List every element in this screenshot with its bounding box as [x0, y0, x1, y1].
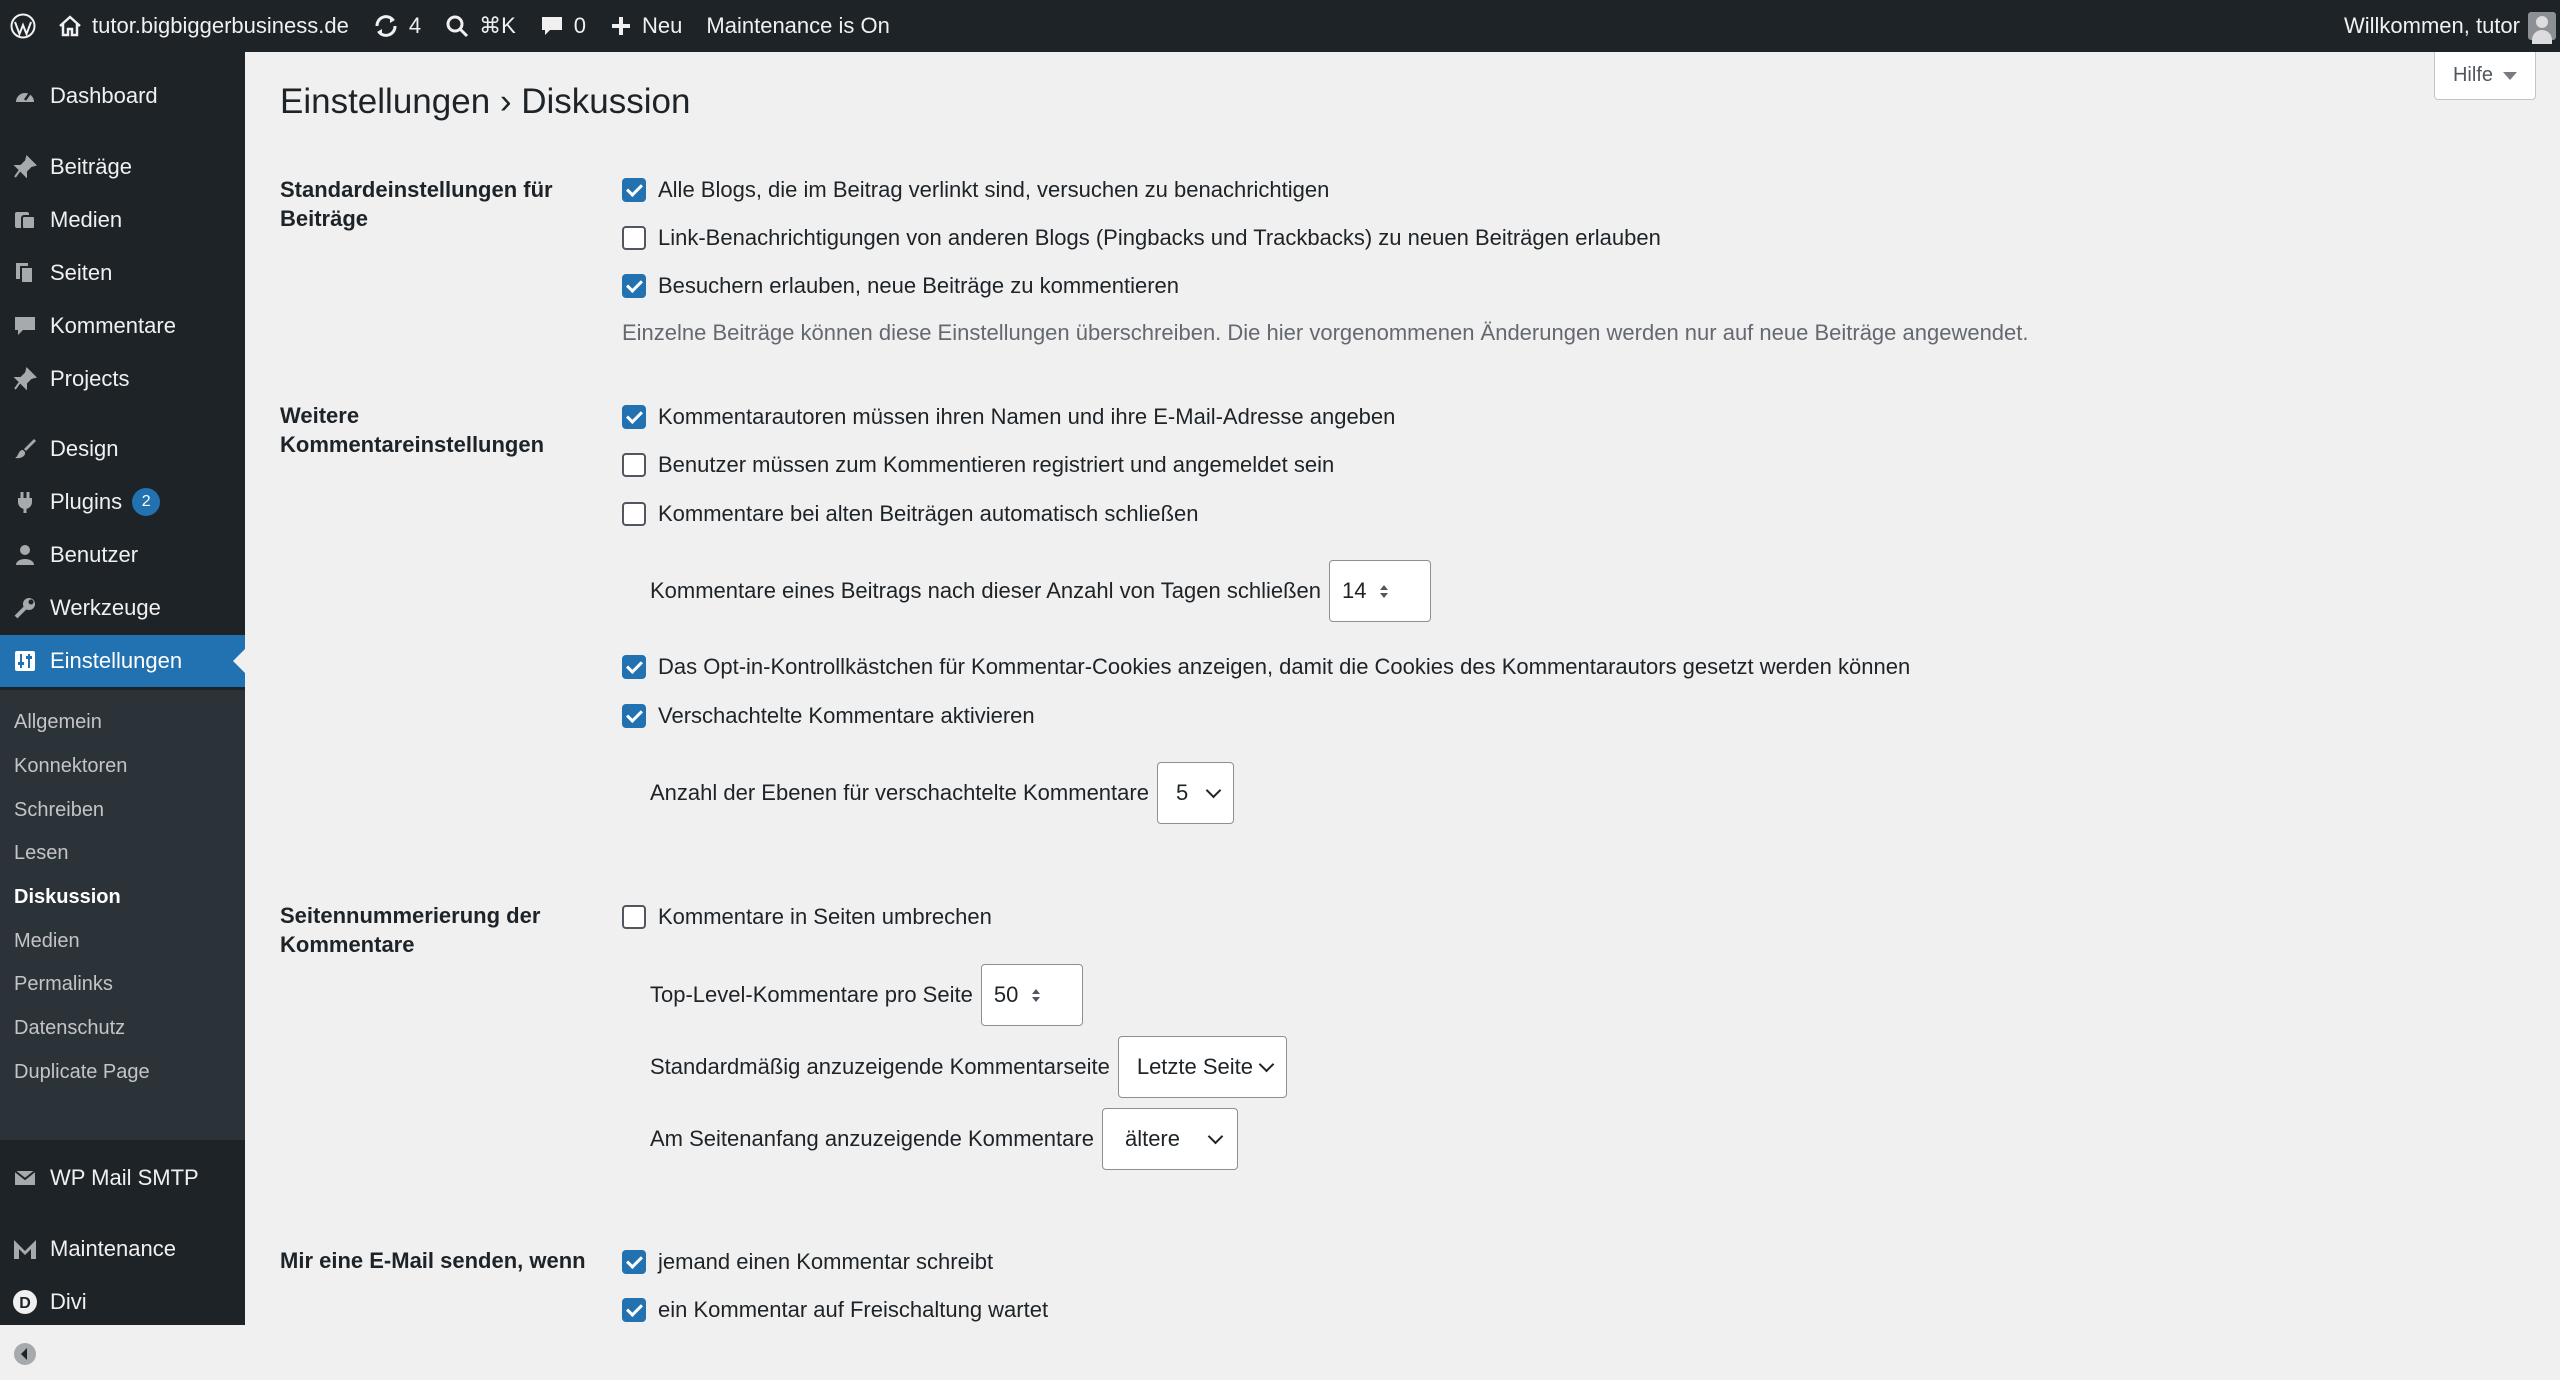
search-shortcut: ⌘K: [479, 13, 516, 38]
sidebar-item-label: Projects: [50, 366, 130, 391]
option-page-comments[interactable]: [622, 902, 992, 932]
search-link[interactable]: [433, 0, 528, 52]
thread-depth-select[interactable]: [1157, 762, 1234, 824]
search-icon: [445, 14, 469, 38]
help-label: Hilfe: [2452, 64, 2493, 86]
settings-submenu: [0, 690, 245, 1140]
checkbox[interactable]: [622, 1250, 646, 1274]
mail-icon: [0, 1166, 50, 1190]
sidebar-item-label: Design: [50, 436, 119, 461]
per-page-input[interactable]: [981, 964, 1083, 1026]
help-tab-button[interactable]: [2434, 52, 2536, 100]
site-name-link[interactable]: [46, 0, 361, 52]
sidebar-item-label: Dashboard: [50, 83, 158, 108]
option-label: Benutzer müssen zum Kommentieren registriert und angemeldet sein: [658, 452, 1335, 477]
collapse-icon: [0, 1342, 50, 1366]
checkbox[interactable]: [622, 178, 646, 202]
default-page-select[interactable]: [1118, 1036, 1287, 1098]
option-label: Alle Blogs, die im Beitrag verlinkt sind, versuchen zu benachrichtigen: [658, 177, 1330, 202]
sidebar-item-medien[interactable]: [0, 194, 245, 246]
option-label: jemand einen Kommentar schreibt: [658, 1249, 994, 1274]
option-allow-pingbacks[interactable]: [622, 223, 1661, 253]
option-notify-linked-blogs[interactable]: [622, 175, 1329, 205]
default-page-field: [650, 1036, 1287, 1098]
checkbox[interactable]: [622, 704, 646, 728]
comment-icon: [540, 14, 564, 38]
submenu-item-diskussion[interactable]: Diskussion: [14, 885, 121, 908]
page-title: Einstellungen › Diskussion: [280, 82, 691, 121]
number-stepper-icon[interactable]: [1380, 585, 1388, 598]
sidebar-item-label: Benutzer: [50, 542, 139, 567]
sidebar-item-divi[interactable]: [0, 1276, 245, 1328]
sidebar-item-label: Kommentare: [50, 313, 176, 338]
order-value: ältere: [1124, 1126, 1180, 1151]
updates-count: 4: [408, 13, 422, 38]
plugin-icon: [0, 490, 50, 514]
sidebar-item-wp-mail-smtp[interactable]: [0, 1152, 245, 1204]
option-threaded-comments[interactable]: [622, 701, 1035, 731]
greeting: Willkommen, tutor: [2343, 13, 2520, 38]
checkbox[interactable]: [622, 453, 646, 477]
sidebar-item-label: WP Mail SMTP: [50, 1165, 199, 1190]
sidebar-item-label: Divi: [50, 1289, 87, 1314]
pin-icon: [0, 155, 50, 179]
sidebar-item-label: Werkzeuge: [50, 595, 161, 620]
sidebar-item-beitraege[interactable]: [0, 141, 245, 193]
option-allow-comments[interactable]: [622, 271, 1179, 301]
avatar: [2528, 12, 2556, 40]
sidebar-item-benutzer[interactable]: [0, 529, 245, 581]
default-page-label: Standardmäßig anzuzeigende Kommentarseite: [650, 1054, 1110, 1079]
option-cookies-opt-in[interactable]: [622, 652, 1910, 682]
new-label: Neu: [642, 13, 683, 38]
per-page-value: 50: [993, 982, 1019, 1007]
option-label: Kommentare in Seiten umbrechen: [658, 904, 992, 929]
refresh-icon: [373, 14, 399, 38]
plus-icon: [610, 15, 632, 37]
close-days-value: 14: [1342, 578, 1367, 603]
option-label: Das Opt-in-Kontrollkästchen für Kommentar-Cookies anzeigen, damit die Cookies des Kommentarautors gesetzt werden können: [658, 654, 1911, 679]
my-account-link[interactable]: [2332, 0, 2560, 52]
sidebar-item-maintenance[interactable]: [0, 1223, 245, 1275]
checkbox[interactable]: [622, 655, 646, 679]
section-description: Einzelne Beiträge können diese Einstellungen überschreiben. Die hier vorgenommenen Änderungen werden nur auf neue Beiträge angewendet.: [622, 320, 2029, 345]
chevron-down-icon: [1208, 1128, 1224, 1144]
new-content-link[interactable]: [598, 0, 694, 52]
pin-icon: [0, 367, 50, 391]
submenu-item-lesen[interactable]: Lesen: [14, 841, 69, 864]
submenu-item-permalinks[interactable]: Permalinks: [14, 972, 113, 995]
user-icon: [0, 543, 50, 567]
option-label: Kommentarautoren müssen ihren Namen und ihre E-Mail-Adresse angeben: [658, 404, 1396, 429]
default-page-value: Letzte Seite: [1136, 1054, 1254, 1079]
chevron-down-icon: [1206, 782, 1222, 798]
sidebar-item-label: Seiten: [50, 260, 113, 285]
sidebar-item-projects[interactable]: [0, 353, 245, 405]
comment-icon: [0, 314, 50, 338]
option-email-on-moderation[interactable]: [622, 1295, 1048, 1325]
comments-link[interactable]: [528, 0, 598, 52]
divi-icon: [0, 1289, 50, 1315]
maintenance-icon: [0, 1237, 50, 1261]
caret-down-icon: [2503, 72, 2517, 80]
option-close-old-comments[interactable]: [622, 499, 1199, 529]
option-label: ein Kommentar auf Freischaltung wartet: [658, 1297, 1049, 1322]
comments-count: 0: [573, 13, 587, 38]
checkbox[interactable]: [622, 1298, 646, 1322]
close-days-field: [650, 560, 1431, 622]
order-field: [650, 1108, 1238, 1170]
number-stepper-icon[interactable]: [1032, 989, 1040, 1002]
wrench-icon: [0, 596, 50, 620]
sidebar-item-label: Beiträge: [50, 154, 132, 179]
chevron-down-icon: [1259, 1056, 1275, 1072]
brush-icon: [0, 437, 50, 461]
wordpress-logo-icon[interactable]: [0, 0, 46, 52]
checkbox[interactable]: [622, 226, 646, 250]
thread-depth-field: [650, 762, 1234, 824]
maintenance-status-link[interactable]: [694, 0, 901, 52]
sidebar-item-kommentare[interactable]: [0, 300, 245, 352]
thread-depth-label: Anzahl der Ebenen für verschachtelte Kommentare: [650, 780, 1149, 805]
plugins-update-badge: 2: [132, 488, 160, 516]
checkbox[interactable]: [622, 502, 646, 526]
order-label: Am Seitenanfang anzuzeigende Kommentare: [650, 1126, 1094, 1151]
updates-link[interactable]: [361, 0, 433, 52]
sidebar-item-label: Plugins: [50, 489, 123, 514]
settings-icon: [0, 649, 50, 673]
checkbox[interactable]: [622, 274, 646, 298]
checkbox[interactable]: [622, 405, 646, 429]
submenu-item-konnektoren[interactable]: Konnektoren: [14, 754, 128, 777]
option-label: Kommentare bei alten Beiträgen automatisch schließen: [658, 501, 1199, 526]
sidebar-item-plugins[interactable]: [0, 476, 245, 528]
sidebar-item-einstellungen[interactable]: [0, 635, 245, 687]
sidebar-item-label: Maintenance: [50, 1236, 176, 1261]
section-label-pagination: Seitennummerierung der Kommentare: [280, 903, 541, 957]
close-days-label: Kommentare eines Beitrags nach dieser Anzahl von Tagen schließen: [650, 578, 1321, 603]
admin-bar: [0, 0, 2560, 52]
collapse-menu-button[interactable]: [0, 1328, 245, 1380]
site-name: tutor.bigbiggerbusiness.de: [92, 13, 349, 38]
admin-sidebar: [0, 52, 245, 1366]
pages-icon: [0, 261, 50, 285]
thread-depth-value: 5: [1175, 780, 1189, 805]
svg-text:D: D: [19, 1295, 31, 1312]
maintenance-status: Maintenance is On: [706, 13, 890, 38]
section-label-email: Mir eine E-Mail senden, wenn: [280, 1248, 586, 1273]
sidebar-item-label: Einstellungen: [50, 648, 183, 673]
sidebar-item-label: Menü reduzieren: [50, 1341, 216, 1366]
submenu-item-schreiben[interactable]: Schreiben: [14, 798, 105, 821]
submenu-item-medien[interactable]: Medien: [14, 929, 80, 952]
submenu-item-datenschutz[interactable]: Datenschutz: [14, 1016, 126, 1039]
dashboard-icon: [0, 84, 50, 108]
sidebar-item-seiten[interactable]: [0, 247, 245, 299]
order-select[interactable]: [1102, 1108, 1238, 1170]
option-email-on-comment[interactable]: [622, 1247, 993, 1277]
close-days-input[interactable]: [1329, 560, 1431, 622]
option-label: Besuchern erlauben, neue Beiträge zu kommentieren: [658, 273, 1179, 298]
option-label: Verschachtelte Kommentare aktivieren: [658, 703, 1035, 728]
sidebar-item-werkzeuge[interactable]: [0, 582, 245, 634]
submenu-item-duplicate-page[interactable]: Duplicate Page: [14, 1060, 150, 1083]
submenu-item-allgemein[interactable]: Allgemein: [14, 710, 102, 733]
option-require-name-email[interactable]: [622, 402, 1395, 432]
option-require-registration[interactable]: [622, 450, 1334, 480]
option-label: Link-Benachrichtigungen von anderen Blogs (Pingbacks und Trackbacks) zu neuen Beiträgen erlauben: [658, 225, 1661, 250]
section-label-default-post: Standardeinstellungen für Beiträge: [280, 177, 553, 231]
per-page-label: Top-Level-Kommentare pro Seite: [650, 982, 973, 1007]
sidebar-item-design[interactable]: [0, 423, 245, 475]
sidebar-item-label: Medien: [50, 207, 123, 232]
checkbox[interactable]: [622, 905, 646, 929]
section-label-other-comments: Weitere Kommentareinstellungen: [280, 403, 545, 457]
media-icon: [0, 208, 50, 232]
home-icon: [58, 15, 82, 37]
per-page-field: [650, 964, 1083, 1026]
sidebar-item-dashboard[interactable]: [0, 70, 245, 122]
